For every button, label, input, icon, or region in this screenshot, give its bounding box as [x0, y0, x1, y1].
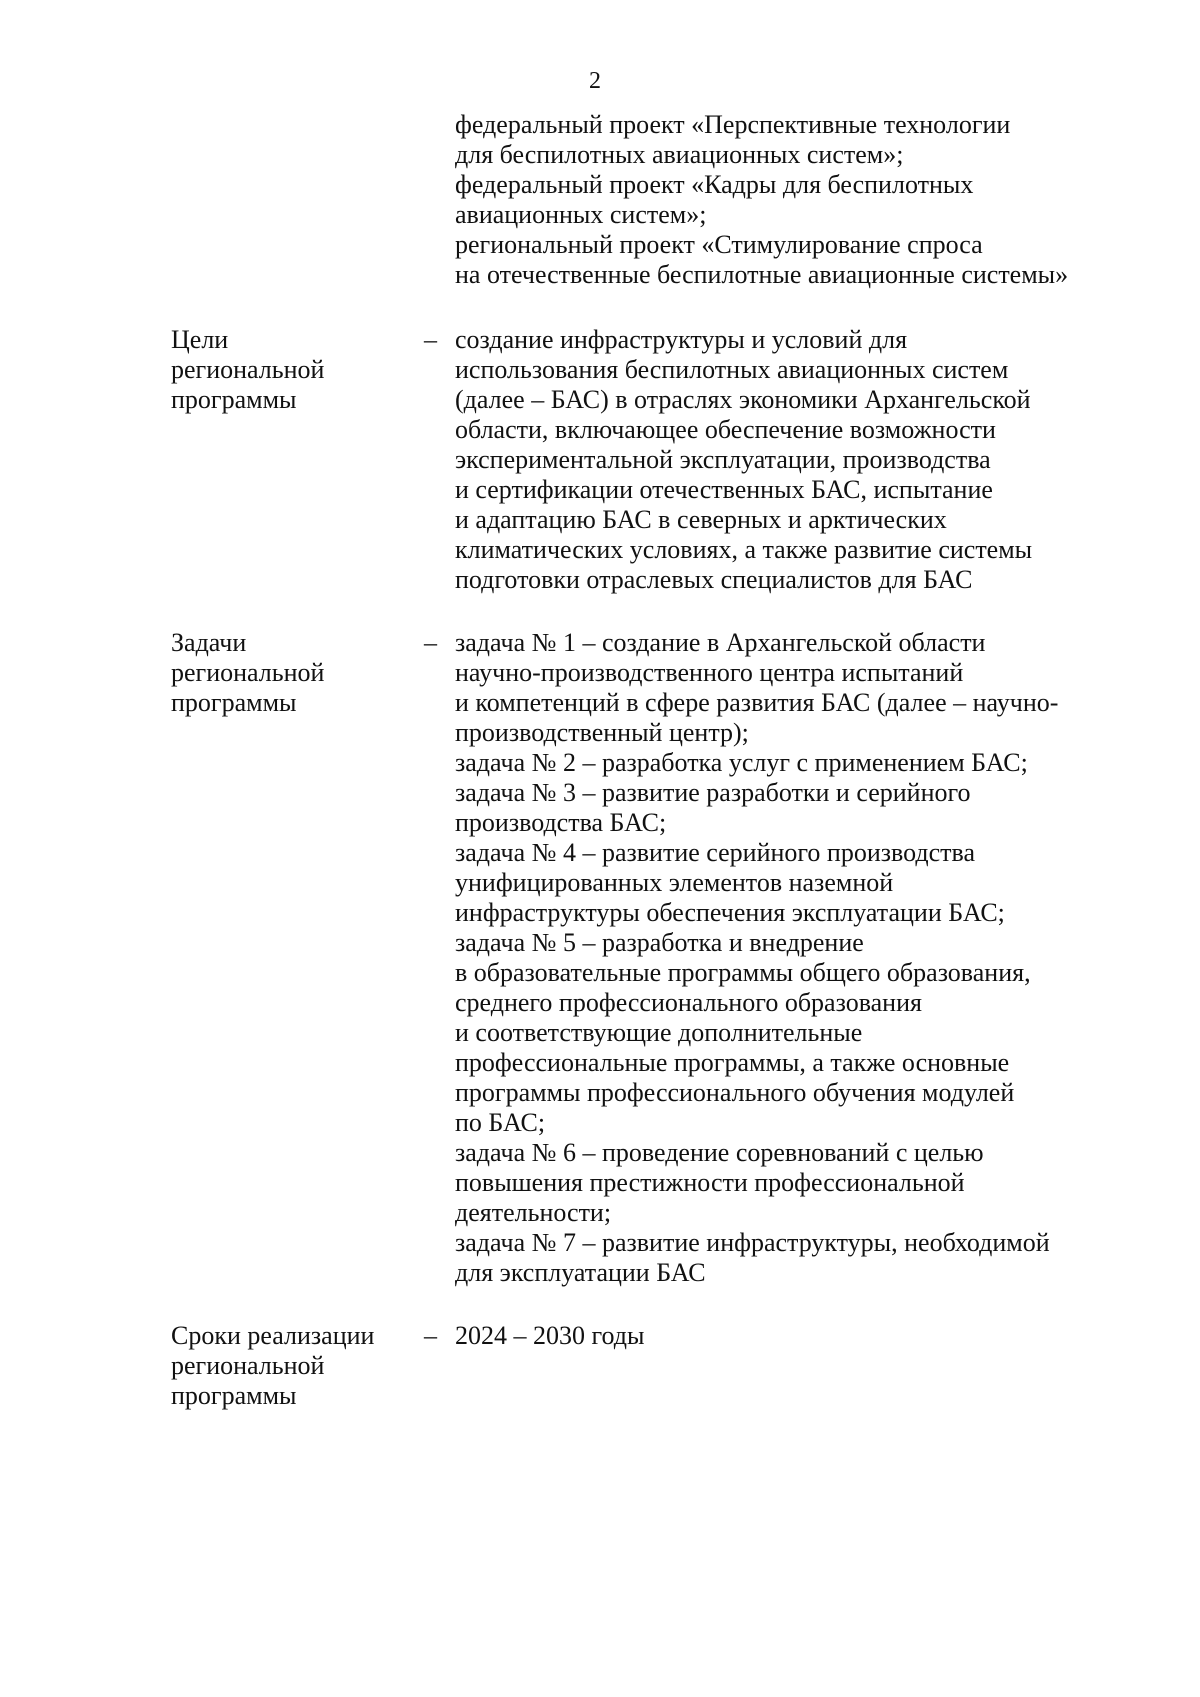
section-dash: – [424, 1321, 437, 1350]
section-text-line: в образовательные программы общего образования, [455, 958, 1031, 987]
section-text-line: области, включающее обеспечение возможности [455, 415, 996, 444]
continuation-line: федеральный проект «Кадры для беспилотных [455, 170, 974, 199]
section-text-line: повышения престижности профессиональной [455, 1168, 965, 1197]
section-text-line: и соответствующие дополнительные [455, 1018, 863, 1047]
section-label: региональной [171, 355, 325, 384]
continuation-line: федеральный проект «Перспективные технологии [455, 110, 1011, 139]
section-text-line: задача № 1 – создание в Архангельской области [455, 628, 986, 657]
continuation-line: для беспилотных авиационных систем»; [455, 140, 904, 169]
section-text-line: по БАС; [455, 1108, 546, 1137]
section-text-line: создание инфраструктуры и условий для [455, 325, 908, 354]
section-text-line: 2024 – 2030 годы [455, 1321, 645, 1350]
section-text-line: задача № 4 – развитие серийного производства [455, 838, 975, 867]
section-text-line: задача № 6 – проведение соревнований с целью [455, 1138, 984, 1167]
section-text-line: (далее – БАС) в отраслях экономики Архангельской [455, 385, 1031, 414]
section-text-line: среднего профессионального образования [455, 988, 922, 1017]
section-text-line: унифицированных элементов наземной [455, 868, 894, 897]
section-label: региональной [171, 658, 325, 687]
section-text-line: для эксплуатации БАС [455, 1258, 706, 1287]
section-text-line: задача № 3 – развитие разработки и серийного [455, 778, 971, 807]
section-text-line: подготовки отраслевых специалистов для БАС [455, 565, 973, 594]
section-label: Цели [171, 325, 229, 354]
section-text-line: инфраструктуры обеспечения эксплуатации БАС; [455, 898, 1005, 927]
section-label: программы [171, 688, 297, 717]
section-text-line: программы профессионального обучения модулей [455, 1078, 1015, 1107]
section-dash: – [424, 325, 437, 354]
section-text-line: научно-производственного центра испытаний [455, 658, 964, 687]
section-text-line: задача № 2 – разработка услуг с применением БАС; [455, 748, 1028, 777]
section-label: Сроки реализации [171, 1321, 375, 1350]
section-text-line: деятельности; [455, 1198, 612, 1227]
continuation-line: на отечественные беспилотные авиационные системы» [455, 260, 1069, 289]
section-text-line: и компетенций в сфере развития БАС (далее – научно- [455, 688, 1059, 717]
section-text-line: профессиональные программы, а также основные [455, 1048, 1010, 1077]
section-text-line: производственный центр); [455, 718, 749, 747]
section-text-line: производства БАС; [455, 808, 667, 837]
section-text-line: экспериментальной эксплуатации, производства [455, 445, 991, 474]
section-label: программы [171, 1381, 297, 1410]
continuation-line: региональный проект «Стимулирование спроса [455, 230, 983, 259]
section-text-line: климатических условиях, а также развитие системы [455, 535, 1033, 564]
section-dash: – [424, 628, 437, 657]
section-text-line: и адаптацию БАС в северных и арктических [455, 505, 947, 534]
section-label: региональной [171, 1351, 325, 1380]
section-label: программы [171, 385, 297, 414]
page-number: 2 [589, 68, 601, 94]
section-label: Задачи [171, 628, 247, 657]
section-text-line: и сертификации отечественных БАС, испытание [455, 475, 993, 504]
continuation-line: авиационных систем»; [455, 200, 707, 229]
section-text-line: задача № 5 – разработка и внедрение [455, 928, 864, 957]
section-text-line: задача № 7 – развитие инфраструктуры, необходимой [455, 1228, 1050, 1257]
section-text-line: использования беспилотных авиационных систем [455, 355, 1009, 384]
